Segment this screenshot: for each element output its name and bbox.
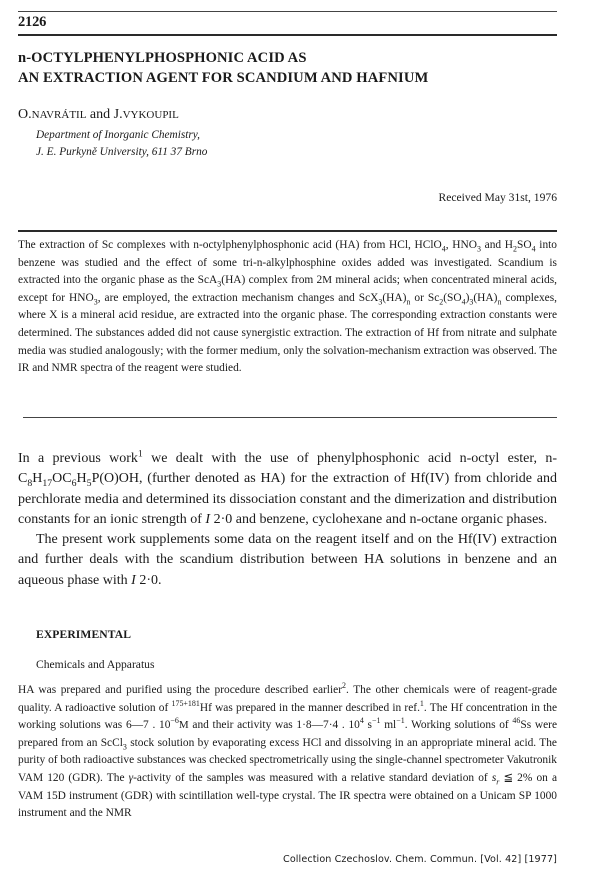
- author-conjunction: and: [86, 107, 114, 122]
- author-2-initial: J.: [113, 107, 123, 122]
- subsection-heading-chemicals: Chemicals and Apparatus: [36, 658, 155, 671]
- page-number: 2126: [18, 14, 47, 30]
- author-1-initial: O.: [18, 107, 32, 122]
- intro-paragraph-2: The present work supplements some data on the reagent itself and on the Hf(IV) extraction and further deals with the scandium distribution between HA solutions in benzene and an aqueous phase with I 2·0.: [18, 532, 557, 588]
- section-heading-experimental: EXPERIMENTAL: [36, 628, 132, 641]
- affiliation: [36, 127, 207, 161]
- citation-ref: 2: [342, 681, 346, 691]
- abstract: The extraction of Sc complexes with n-octylphenylphosphonic acid (HA) from HCl, HClO$_4$, $HNO_3$ and $H_2SO_4$ into benzene was studied and the effect of some tri-n-alkylphosphine oxides added was investigated. Scandium is extracted into the organic phase as the ScA$_3$(HA) complex from 2M mineral acids; when concentrated mineral acids, except for $HNO_3$, are employed, the extraction mechanism changes and $ScX_3(HA)_n$ or $Sc_2(SO_4)_3(HA)_n$ complexes, where X is a mineral acid residue, are extracted into the organic phase. The corresponding extraction constants were determined. The substances added did not cause synergistic extraction. The extraction of Hf from nitrate and sulphate media was studied analogously; with the former medium, only the solvation-mechanism extraction was observed. The IR and NMR spectra of the reagent were studied.: [18, 239, 558, 375]
- title-line-1: n-OCTYLPHENYLPHOSPHONIC ACID AS: [18, 50, 307, 66]
- experimental-paragraph: HA was prepared and purified using the procedure described earlier$^2$. The other chemicals were of reagent-grade quality. A radioactive solution of $^{175+181}$Hf was prepared in the manner described in ref.$^1$. The Hf concentration in the working solutions was 6—7 . $10^{-6}M$ and their activity was 1·8—7·4 . $10^4$ $s^{-1}$ $ml^{-1}$. Working solutions of $^{46}$Ss were prepared from an ScCl$_3$ stock solution by evaporating excess HCl and dissolving in an appropriate mineral acid. The purity of both radioactive substances was checked spectrometrically using the single-channel spectrometer Vakutronik VAM 120 (GDR). The γ-activity of the samples was measured with a relative standard deviation of $s_r$ ≦ 2% on a VAM 15D instrument (GDR) with scintillation well-type crystal. The IR spectra were obtained on a Unicam SP 1000 instrument and the NMR: [18, 681, 558, 820]
- citation-ref: 1: [419, 698, 424, 708]
- journal-footer: Collection Czechoslov. Chem. Commun. [Vol. 42] [1977]: [283, 854, 557, 865]
- title-line-2: AN EXTRACTION AGENT FOR SCANDIUM AND HAFNIUM: [18, 70, 429, 86]
- top-rule: [18, 11, 557, 12]
- received-date: Received May 31st, 1976: [438, 191, 557, 204]
- author-2-surname: VYKOUPIL: [122, 109, 179, 121]
- abstract-top-rule: [18, 230, 557, 232]
- author-1-surname: NAVRÁTIL: [31, 109, 87, 121]
- citation-ref: 1: [137, 448, 143, 460]
- abstract-bottom-rule: [23, 417, 557, 418]
- authors: [18, 107, 179, 123]
- header-rule: [18, 34, 557, 36]
- affiliation-line-1: Department of Inorganic Chemistry,: [36, 129, 200, 141]
- article-title: [18, 48, 428, 88]
- affiliation-line-2: J. E. Purkyně University, 611 37 Brno: [36, 146, 208, 158]
- intro-paragraph-1: In a previous work$^1$ we dealt with the use of phenylphosphonic acid n-octyl ester, $n-C_8H_{17}OC_6H_5P(O)OH$, (further denoted as HA) for the extraction of Hf(IV) from chloride and perchlorate media and determined its dissociation constant and the dimerization and distribution constants for an ionic strength of I 2·0 and benzene, cyclohexane and n-octane organic phases.: [18, 448, 557, 527]
- introduction: [18, 449, 557, 591]
